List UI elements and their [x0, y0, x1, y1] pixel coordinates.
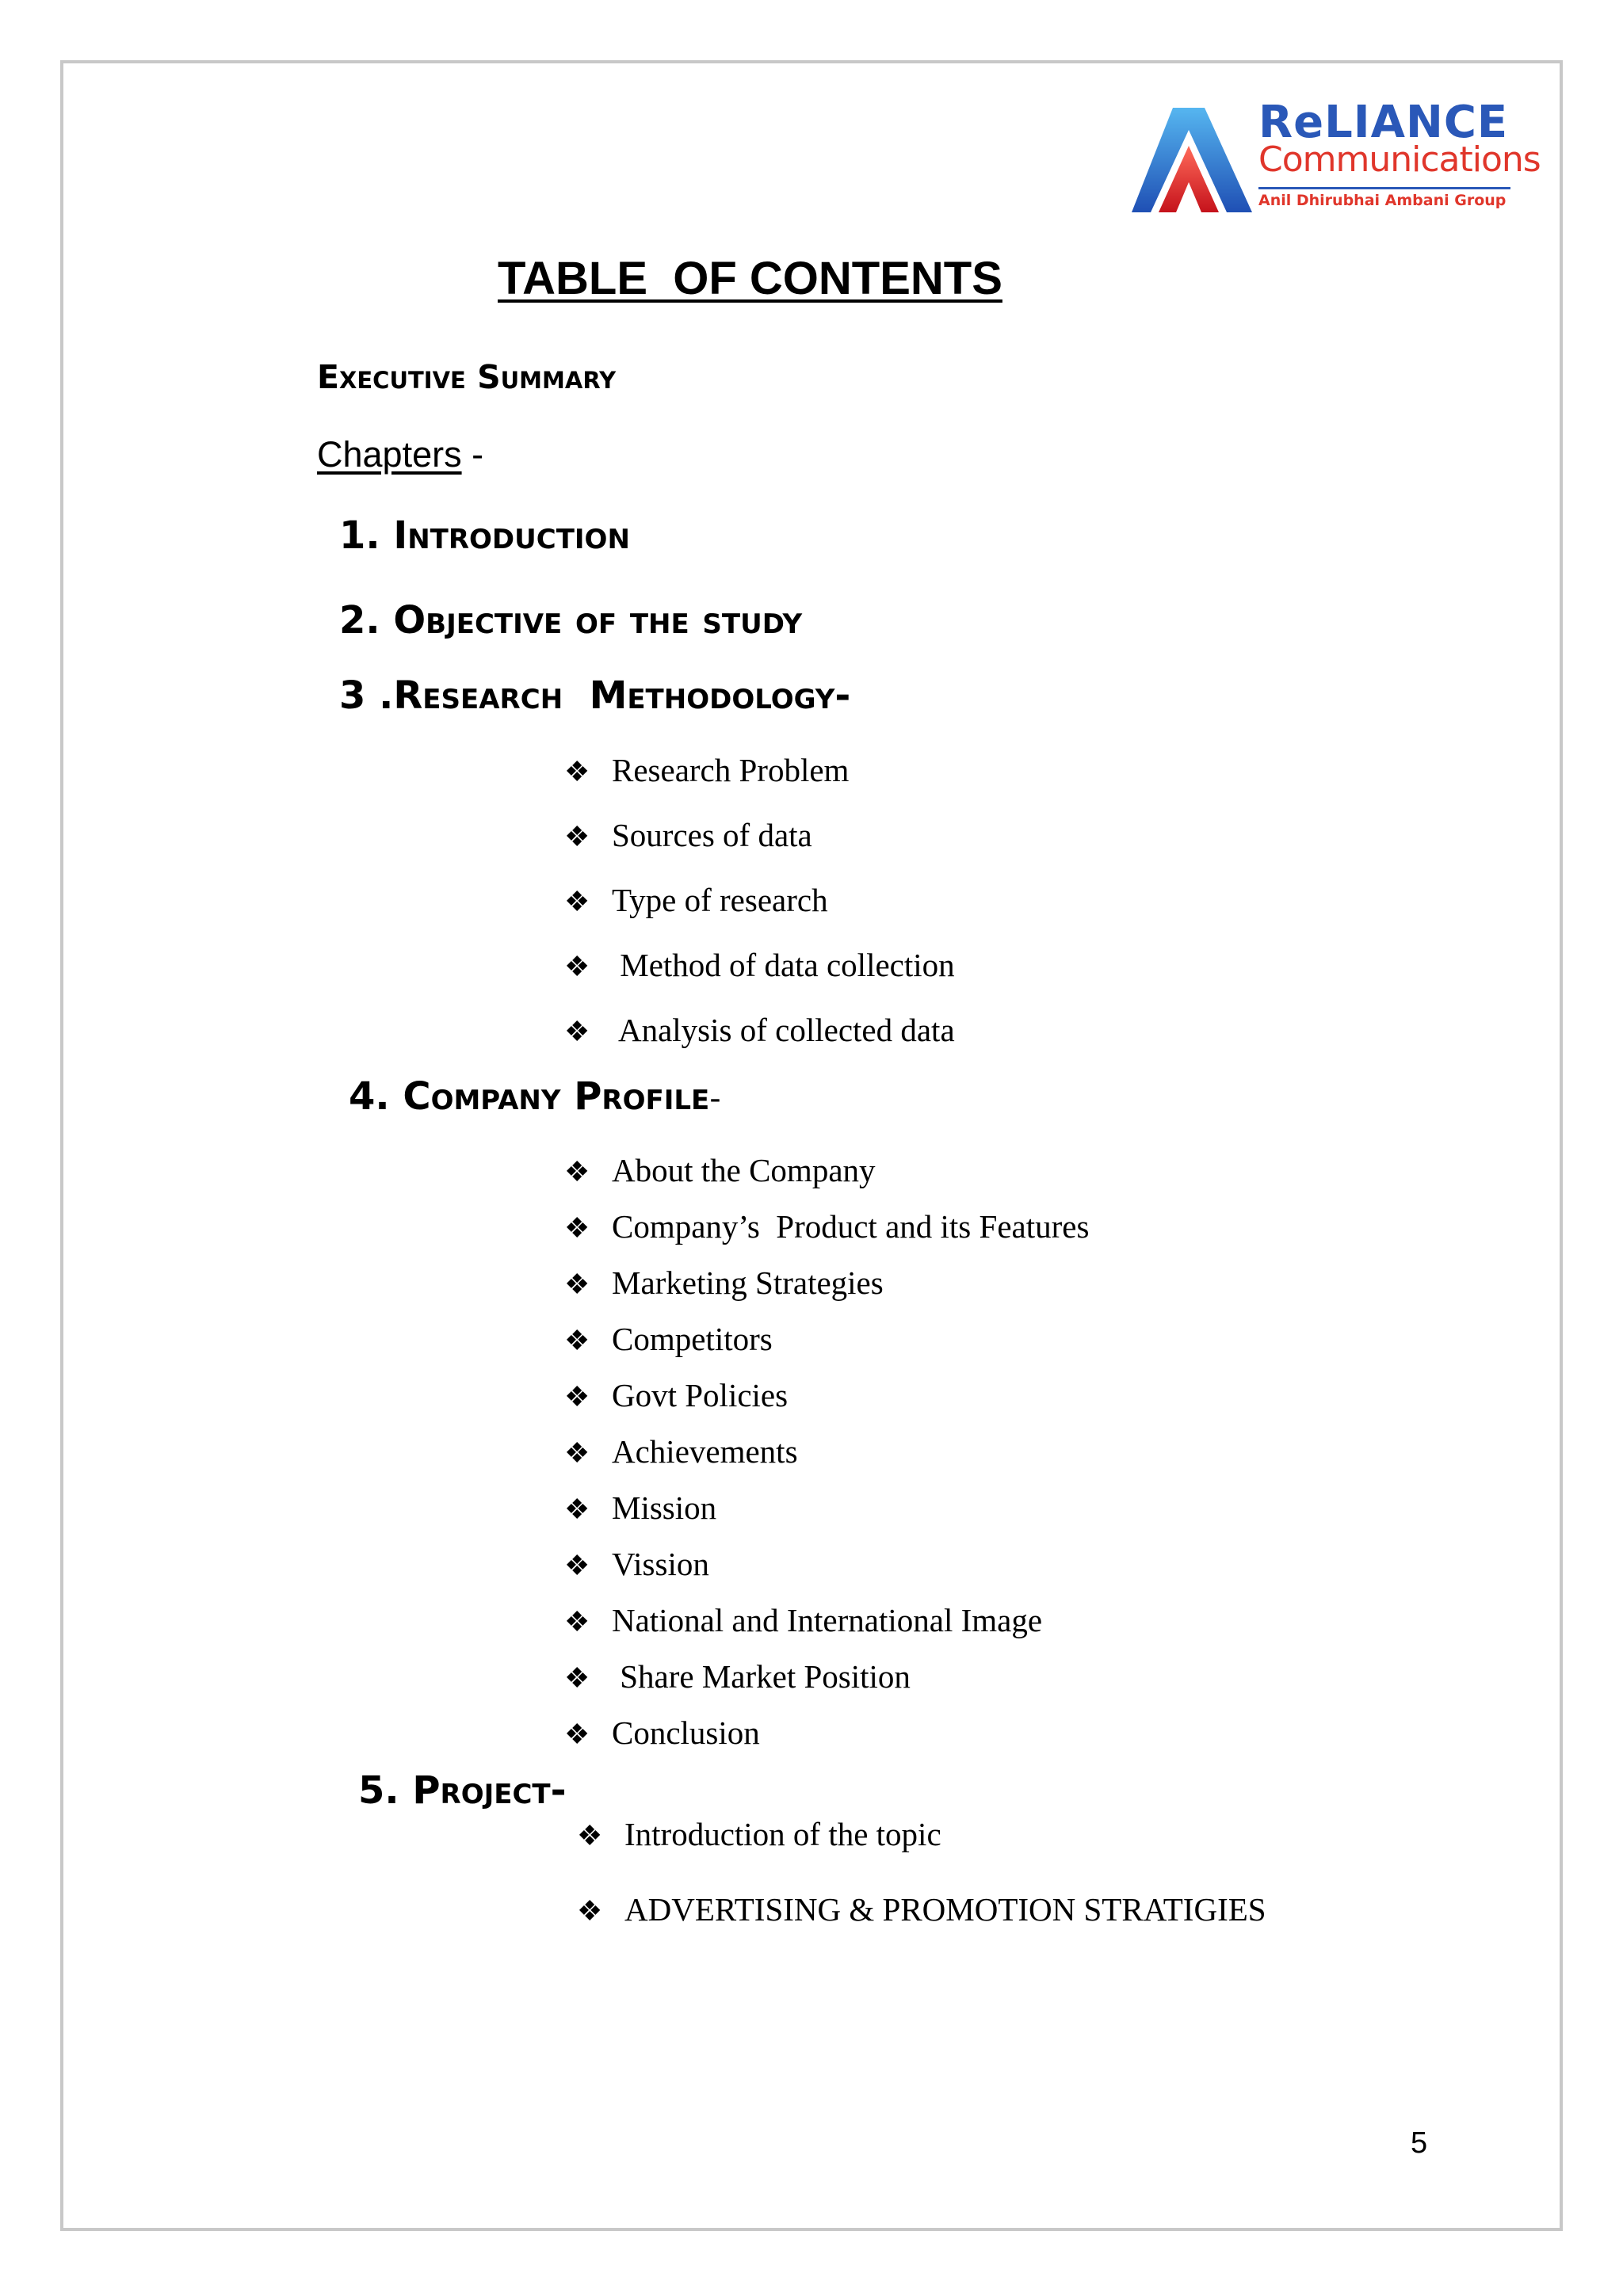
list-item: ❖ Method of data collection — [564, 945, 955, 985]
bullet-diamond-icon: ❖ — [564, 1268, 590, 1300]
list-item: ❖ National and International Image — [564, 1600, 1042, 1640]
list-item: ❖ Share Market Position — [564, 1657, 911, 1696]
bullet-diamond-icon: ❖ — [564, 1718, 590, 1750]
bullet-diamond-icon: ❖ — [564, 1325, 590, 1356]
bullet-diamond-icon: ❖ — [564, 1016, 590, 1047]
section-heading-project: 5. Project- — [358, 1768, 567, 1813]
chapters-dash: - — [461, 434, 484, 475]
list-item: ❖ Analysis of collected data — [564, 1010, 955, 1050]
list-item: ❖ Conclusion — [564, 1713, 760, 1753]
logo-group-name: Anil Dhirubhai Ambani Group — [1258, 192, 1507, 209]
bullet-diamond-icon: ❖ — [577, 1895, 603, 1927]
section-heading-research-methodology: 3 .Research Methodology- — [339, 673, 851, 718]
bullet-diamond-icon: ❖ — [564, 1212, 590, 1244]
bullet-diamond-icon: ❖ — [564, 1662, 590, 1694]
bullet-diamond-icon: ❖ — [564, 1381, 590, 1413]
chapters-label — [317, 434, 483, 475]
logo-wordmark: ReLIANCE — [1258, 97, 1509, 148]
executive-summary-heading: Executive Summary — [317, 358, 617, 396]
section-heading-introduction: 1. Introduction — [339, 513, 630, 558]
list-item: ❖ Achievements — [564, 1432, 798, 1471]
bullet-diamond-icon: ❖ — [564, 1606, 590, 1638]
section-heading-company-profile: 4. Company Profile- — [349, 1074, 721, 1119]
page-title: TABLE OF CONTENTS — [498, 253, 1002, 304]
logo-rule — [1258, 187, 1510, 189]
bullet-diamond-icon: ❖ — [564, 1437, 590, 1469]
chapters-label-text: Chapters — [317, 434, 462, 475]
list-item: ❖ Vission — [564, 1544, 709, 1584]
list-item: ❖ Research Problem — [564, 750, 849, 790]
list-item: ❖ Govt Policies — [564, 1375, 788, 1415]
list-item: ❖ Introduction of the topic — [577, 1814, 941, 1854]
bullet-diamond-icon: ❖ — [564, 1156, 590, 1188]
list-item: ❖ Type of research — [564, 880, 828, 920]
reliance-a-mark-icon — [1125, 101, 1260, 220]
list-item: ❖ Competitors — [564, 1319, 773, 1359]
bullet-diamond-icon: ❖ — [577, 1820, 603, 1852]
bullet-diamond-icon: ❖ — [564, 1493, 590, 1525]
bullet-diamond-icon: ❖ — [564, 1550, 590, 1581]
section-heading-objective: 2. Objective of the study — [339, 598, 803, 643]
bullet-diamond-icon: ❖ — [564, 756, 590, 788]
bullet-diamond-icon: ❖ — [564, 821, 590, 852]
list-item: ❖ About the Company — [564, 1150, 876, 1190]
page-number: 5 — [1411, 2126, 1428, 2160]
list-item: ❖ Sources of data — [564, 815, 812, 855]
bullet-diamond-icon: ❖ — [564, 951, 590, 982]
list-item: ❖ ADVERTISING & PROMOTION STRATIGIES — [577, 1890, 1266, 1929]
list-item: ❖ Company’s Product and its Features — [564, 1207, 1089, 1246]
reliance-logo — [1125, 97, 1541, 220]
bullet-diamond-icon: ❖ — [564, 886, 590, 917]
list-item: ❖ Marketing Strategies — [564, 1263, 884, 1302]
logo-subtitle: Communications — [1258, 139, 1541, 180]
list-item: ❖ Mission — [564, 1488, 716, 1527]
